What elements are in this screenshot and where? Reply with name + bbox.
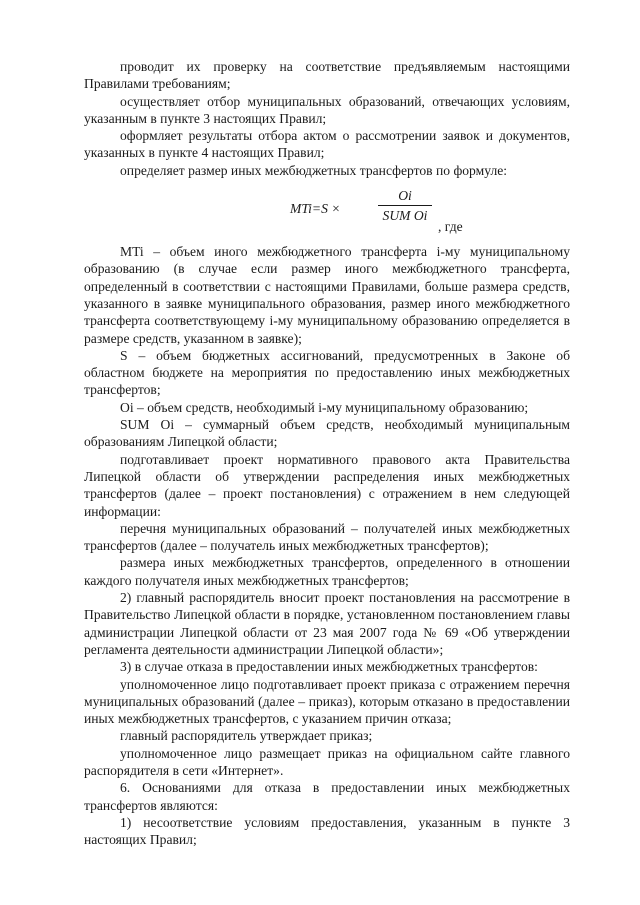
paragraph: оформляет результаты отбора актом о рассмотрении заявок и документов, указанных в пункте 4 настоящих Правил; (84, 128, 570, 161)
formula-numerator: Oi (378, 187, 432, 206)
paragraph: уполномоченное лицо подготавливает проект приказа с отражением перечня муниципальных образований (далее – приказ), которым отказано в предоставлении иных межбюджетных трансфертов, с указанием причин отказа; (84, 676, 570, 727)
paragraph: уполномоченное лицо размещает приказ на официальном сайте главного распорядителя в сети «Интернет». (84, 745, 570, 778)
paragraph: 6. Основаниями для отказа в предоставлении иных межбюджетных трансфертов являются: (84, 780, 570, 813)
formula-lhs: MTi=S × (290, 201, 341, 217)
paragraph: размера иных межбюджетных трансфертов, определенного в отношении каждого получателя иных межбюджетных трансфертов; (84, 555, 570, 588)
paragraph: проводит их проверку на соответствие предъявляемым настоящими Правилами требованиям; (84, 59, 570, 92)
paragraph: главный распорядитель утверждает приказ; (120, 728, 373, 744)
paragraph: SUM Oi – суммарный объем средств, необходимый муниципальным образованиям Липецкой области; (84, 417, 570, 450)
paragraph: определяет размер иных межбюджетных трансфертов по формуле: (120, 162, 508, 178)
paragraph: перечня муниципальных образований – получателей иных межбюджетных трансфертов (далее – получатель иных межбюджетных трансфертов); (84, 520, 570, 554)
paragraph: подготавливает проект нормативного правового акта Правительства Липецкой области об утверждении распределения иных межбюджетных трансфертов (далее – проект постановления) с отражением в нем следующей информации: (84, 451, 570, 519)
paragraph: 1) несоответствие условиям предоставления, указанным в пункте 3 настоящих Правил; (84, 814, 570, 848)
formula-suffix: , где (438, 219, 463, 235)
formula-fraction (378, 187, 432, 225)
formula-denominator: SUM Oi (382, 208, 428, 224)
paragraph: 2) главный распорядитель вносит проект постановления на рассмотрение в Правительство Липецкой области в порядке, установленном постановлением главы администрации Липецкой области от 23 мая 2007 года № 69 «Об утверждении регламента деятельности администрации Липецкой области»; (84, 590, 570, 657)
paragraph: осуществляет отбор муниципальных образований, отвечающих условиям, указанным в пункте 3 настоящих Правил; (84, 93, 570, 126)
formula (84, 185, 570, 233)
document-page (84, 58, 570, 848)
paragraph: S – объем бюджетных ассигнований, предусмотренных в Законе об областном бюджете на мероприятия по предоставлению иных межбюджетных трансфертов; (84, 347, 570, 398)
paragraph: MTi – объем иного межбюджетного трансферта i-му муниципальному образованию (в случае если размер иного межбюджетного трансферта, определенный в соответствии с настоящими Правилами, больше размера средств, указанного в заявке муниципального образования, размер иного межбюджетного трансферта соответствующему i-му муниципальному образованию определяется в размере средств, указанном в заявке); (84, 244, 570, 346)
paragraph: 3) в случае отказа в предоставлении иных межбюджетных трансфертов: (120, 659, 538, 675)
paragraph: Oi – объем средств, необходимый i-му муниципальному образованию; (120, 399, 529, 415)
